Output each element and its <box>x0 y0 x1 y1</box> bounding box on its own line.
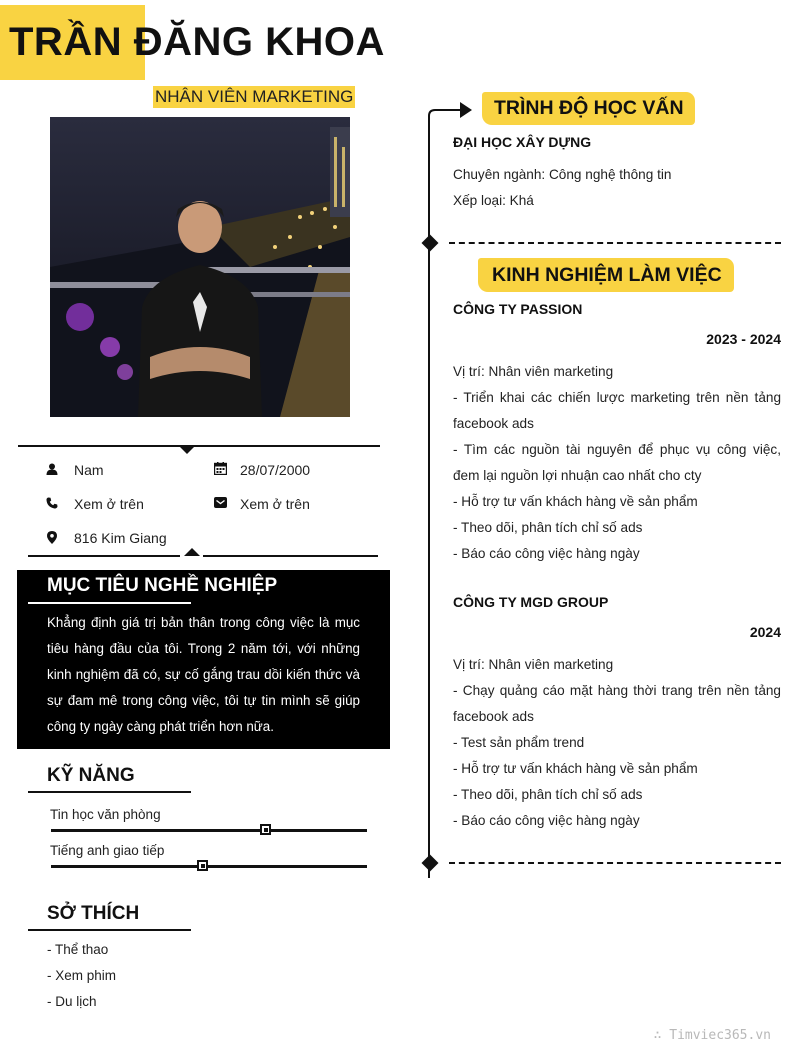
contact-top-marker <box>179 446 195 454</box>
user-icon <box>45 462 59 476</box>
hobbies-title: SỞ THÍCH <box>47 903 140 924</box>
skill-level-knob <box>197 860 208 871</box>
job-line: - Theo dõi, phân tích chỉ số ads <box>453 787 643 802</box>
hobby-item: - Xem phim <box>47 968 117 983</box>
job-line: - Triển khai các chiến lược marketing trên nền tảng facebook ads <box>453 390 781 431</box>
gender-value: Nam <box>74 462 104 478</box>
job-line: - Báo cáo công việc hàng ngày <box>453 813 640 828</box>
calendar-icon <box>213 461 227 475</box>
job-years: 2023 - 2024 <box>706 331 781 347</box>
job-line: - Hỗ trợ tư vấn khách hàng về sản phẩm <box>453 494 698 509</box>
email-value: Xem ở trên <box>240 496 310 512</box>
education-divider <box>449 242 781 244</box>
job-title: NHÂN VIÊN MARKETING <box>155 87 354 106</box>
objective-title-underline <box>28 602 191 604</box>
education-grade: Xếp loại: Khá <box>453 193 534 208</box>
skills-title: KỸ NĂNG <box>47 765 135 786</box>
contact-bottom-divider-right <box>203 555 378 557</box>
job-line: - Chạy quảng cáo mặt hàng thời trang trên nền tảng facebook ads <box>453 683 781 724</box>
hobbies-title-underline <box>28 929 191 931</box>
phone-icon <box>45 496 59 510</box>
job-years: 2024 <box>749 624 781 640</box>
objective-title: MỤC TIÊU NGHỀ NGHIỆP <box>47 575 278 596</box>
contact-bottom-marker <box>184 548 200 556</box>
job-line: - Hỗ trợ tư vấn khách hàng về sản phẩm <box>453 761 698 776</box>
objective-text: Khẳng định giá trị bản thân trong công việc là mục tiêu hàng đầu của tôi. Trong 2 năm tới, với những kinh nghiệm đã có, sự cố gắng trau dồi kiến thức và sự đam mê trong công việc, tôi tự tin mình sẽ giúp công ty ngày càng phát triển hơn nữa. <box>47 615 360 734</box>
school-name: ĐẠI HỌC XÂY DỰNG <box>453 134 592 150</box>
job-line: - Tìm các nguồn tài nguyên để phục vụ công việc, đem lại nguồn lợi nhuận cao nhất cho cty <box>453 442 781 483</box>
candidate-name: TRẦN ĐĂNG KHOA <box>9 20 385 64</box>
hobby-item: - Du lịch <box>47 994 97 1009</box>
job-line: - Báo cáo công việc hàng ngày <box>453 546 640 561</box>
timeline-diamond <box>422 235 439 252</box>
contact-top-divider <box>18 445 380 447</box>
email-icon <box>213 495 227 509</box>
job-description <box>453 652 781 834</box>
job-line: - Test sản phẩm trend <box>453 735 585 750</box>
hobby-item: - Thể thao <box>47 942 109 957</box>
phone-value: Xem ở trên <box>74 496 144 512</box>
job-description <box>453 359 781 567</box>
education-title: TRÌNH ĐỘ HỌC VẤN <box>494 97 684 119</box>
experience-title: KINH NGHIỆM LÀM VIỆC <box>492 264 722 286</box>
skill-label: Tin học văn phòng <box>50 807 161 822</box>
timeline-arrow <box>426 98 474 124</box>
job-line: Vị trí: Nhân viên marketing <box>453 657 614 672</box>
timeline-diamond <box>422 855 439 872</box>
profile-photo-illustration <box>50 117 350 417</box>
profile-photo <box>50 117 350 417</box>
watermark: ∴ Timviec365.vn <box>653 1028 771 1043</box>
company-name: CÔNG TY MGD GROUP <box>453 594 609 610</box>
skill-label: Tiếng anh giao tiếp <box>50 843 165 858</box>
skill-track <box>51 829 367 832</box>
experience-divider <box>449 862 781 864</box>
job-line: Vị trí: Nhân viên marketing <box>453 364 614 379</box>
education-major: Chuyên ngành: Công nghệ thông tin <box>453 167 672 182</box>
address-value: 816 Kim Giang <box>74 530 167 546</box>
contact-bottom-divider-left <box>28 555 180 557</box>
location-icon <box>45 530 59 544</box>
skills-title-underline <box>28 791 191 793</box>
birthday-value: 28/07/2000 <box>240 462 311 478</box>
skill-track <box>51 865 367 868</box>
skill-level-knob <box>260 824 271 835</box>
job-line: - Theo dõi, phân tích chỉ số ads <box>453 520 643 535</box>
company-name: CÔNG TY PASSION <box>453 301 583 317</box>
